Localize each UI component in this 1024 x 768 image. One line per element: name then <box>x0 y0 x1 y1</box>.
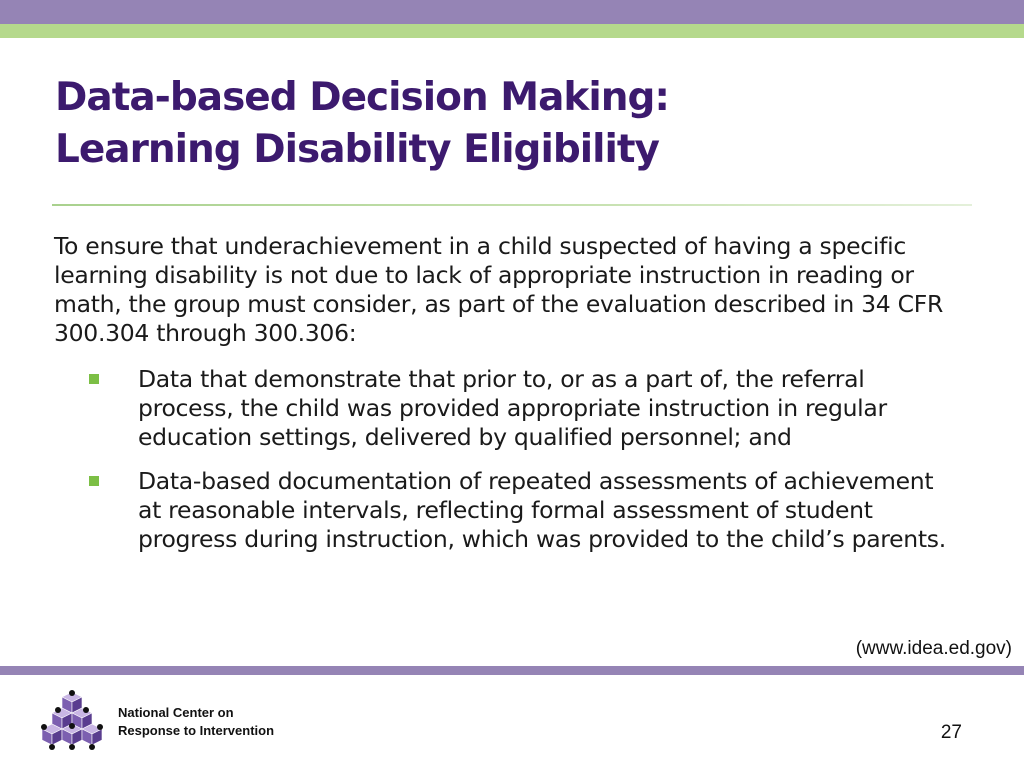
slide-title <box>55 72 995 176</box>
cube-stack-logo-icon <box>36 690 108 752</box>
title-divider <box>52 204 972 206</box>
organization-name-line-1: National Center on <box>118 705 234 720</box>
source-citation: (www.idea.ed.gov) <box>855 638 1012 659</box>
organization-name-line-2: Response to Intervention <box>118 723 275 738</box>
top-green-band <box>0 24 1024 38</box>
organization-name <box>118 704 274 740</box>
top-purple-band <box>0 0 1024 24</box>
bottom-purple-band <box>0 666 1024 675</box>
slide-title-line-1: Data-based Decision Making: <box>55 75 669 120</box>
bullet-text: Data that demonstrate that prior to, or as a part of, the referral process, the child was provided appropriate instruction in regular education settings, delivered by qualified personnel; and <box>138 365 887 451</box>
square-bullet-icon <box>89 476 99 486</box>
list-item <box>82 365 962 452</box>
slide-page-number: 27 <box>940 722 962 743</box>
list-item <box>82 467 962 554</box>
slide-title-line-2: Learning Disability Eligibility <box>55 127 659 172</box>
square-bullet-icon <box>89 374 99 384</box>
bullet-text: Data-based documentation of repeated assessments of achievement at reasonable intervals, reflecting formal assessment of student progress during instruction, which was provided to the child’s parents. <box>138 467 946 553</box>
intro-paragraph: To ensure that underachievement in a child suspected of having a specific learning disability is not due to lack of appropriate instruction in reading or math, the group must consider, as part of the evaluation described in 34 CFR 300.304 through 300.306: <box>54 232 943 347</box>
bullet-list <box>82 365 962 569</box>
